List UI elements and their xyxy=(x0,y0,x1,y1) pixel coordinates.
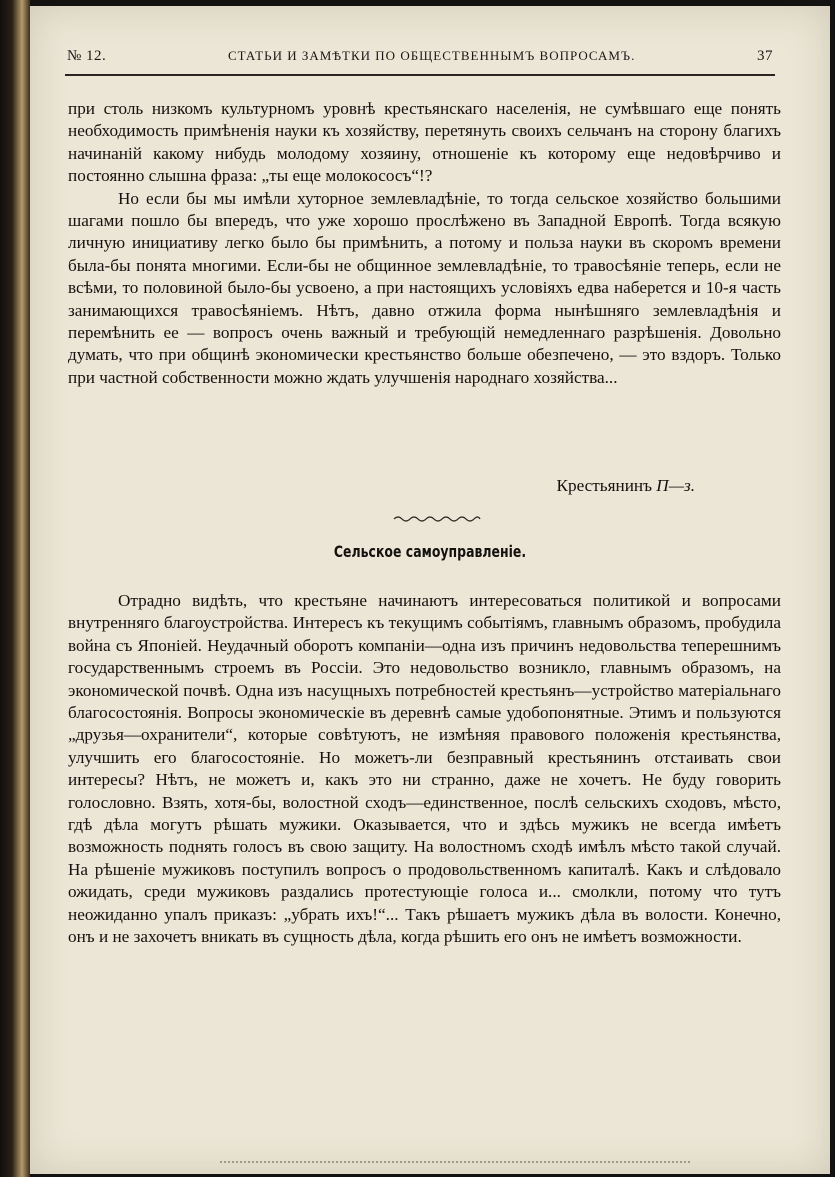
journal-section-title: СТАТЬИ И ЗАМѢТКИ ПО ОБЩЕСТВЕННЫМЪ ВОПРОСАМЪ. xyxy=(227,48,636,63)
paragraph: Но если бы мы имѣли хуторное землевладѣніе, то тогда сельское хозяйство большими шагами пошло бы впередъ, что уже хорошо прослѣжено въ Западной Европѣ. Тогда всякую личную инициативу легко было бы примѣнить, а потому и польза науки въ скоромъ времени была-бы понята многими. Если-бы не общинное землевладѣніе, то травосѣяніе теперь, если не всѣми, то половиной было-бы усвоено, а при настоящихъ условіяхъ едва наберется и 10-я часть занимающихся травосѣяніемъ. Нѣтъ, давно отжила форма нынѣшняго землевладѣнія и перемѣнить ее — вопросъ очень важный и требующій немедленнаго разрѣшенія. Довольно думать, что при общинѣ экономически крестьянство больше обезпечено, — это вздоръ. Только при частной собственности можно ждать улучшенія народнаго хозяйства... xyxy=(68,188,781,387)
wavy-divider xyxy=(392,514,482,524)
signature-initials: П—з. xyxy=(656,476,695,495)
header-rule xyxy=(65,74,775,76)
author-signature xyxy=(30,476,695,496)
binding-edge xyxy=(0,0,30,1177)
book-page xyxy=(30,6,830,1174)
article-body xyxy=(68,590,781,949)
issue-number: № 12. xyxy=(67,48,107,64)
running-header xyxy=(67,48,773,65)
article-continuation xyxy=(68,98,781,389)
signature-name: Крестьянинъ xyxy=(556,476,652,495)
article-title: Сельское самоуправленіе. xyxy=(333,542,527,561)
paragraph: при столь низкомъ культурномъ уровнѣ крестьянскаго населенія, не сумѣвшаго еще понять необходимость примѣненія науки къ хозяйству, перетянуть своихъ сельчанъ на сторону благихъ начинаній какому нибудь молодому хозяину, отношеніе къ которому еще недовѣрчиво и постоянно слышна фраза: „ты еще молокососъ“!? xyxy=(68,99,781,186)
page-number: 37 xyxy=(757,48,773,64)
paragraph: Отрадно видѣть, что крестьяне начинаютъ интересоваться политикой и вопросами внутренняго благоустройства. Интересъ къ текущимъ событіямъ, главнымъ образомъ, пробудила война съ Японіей. Неудачный оборотъ компаніи—одна изъ причинъ недовольства теперешнимъ государственнымъ строемъ въ Россіи. Это недовольство возникло, главнымъ образомъ, на экономической почвѣ. Одна изъ насущныхъ потребностей крестьянъ—устройство матеріальнаго благосостоянія. Вопросы экономическіе въ деревнѣ самые удобопонятные. Этимъ и пользуются „друзья—охранители“, которые совѣтуютъ, не измѣняя правового положенія крестьянства, улучшить его благосостояніе. Но можетъ-ли безправный крестьянинъ отстаивать свои интересы? Нѣтъ, не можетъ и, какъ это ни странно, даже не хочетъ. Не буду говорить голословно. Взять, хотя-бы, волостной сходъ—единственное, послѣ сельскихъ сходовъ, мѣсто, гдѣ дѣла могутъ рѣшать мужики. Оказывается, что и здѣсь мужикъ не всегда имѣетъ возможность поднять голосъ въ свою защиту. На волостномъ сходѣ имѣлъ мѣсто такой случай. На рѣшеніе мужиковъ поступилъ вопросъ о продовольственномъ капиталѣ. Какъ и слѣдовало ожидать, среди мужиковъ раздались протестующіе голоса и... смолкли, потому что тутъ неожиданно упалъ приказъ: „убрать ихъ!“... Такъ рѣшаетъ мужикъ дѣла въ волости. Конечно, онъ и не захочетъ вникать въ сущность дѣла, когда рѣшить его онъ не имѣетъ возможности. xyxy=(68,591,781,947)
page-bottom-mark xyxy=(220,1161,690,1169)
